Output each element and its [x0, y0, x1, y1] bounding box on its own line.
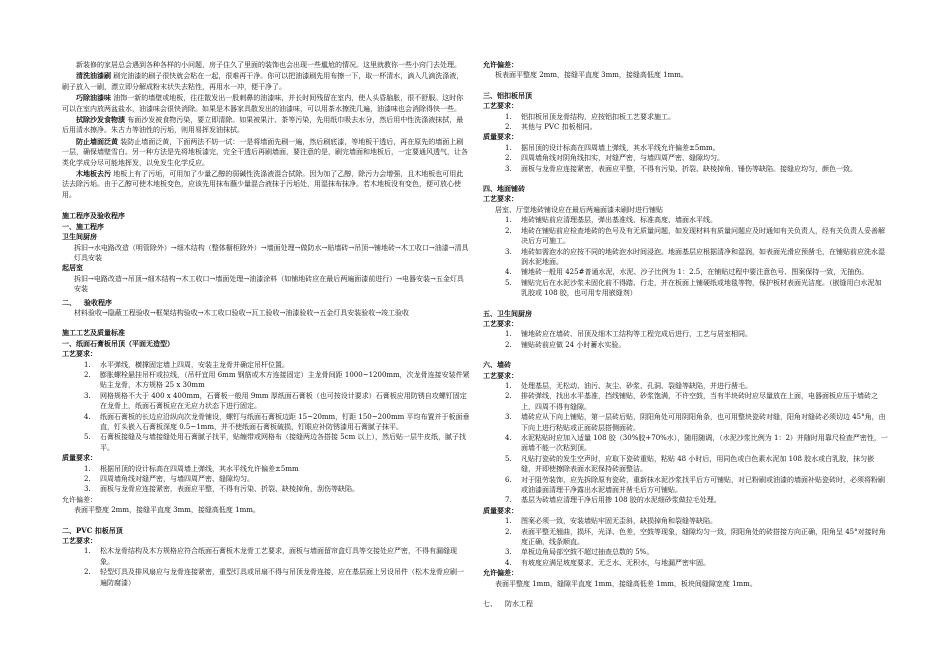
tip-text: 装防止墙面泛黄，下面两法不妨一试：一是将墙面先刷一遍，然后刷底漆，等地板干透后，再在原先的墙面上刷一层，确保墙壁雪白。另一种方法是先将地板漆完，完全干透后再刷墙面，要注意的是，刷完墙面和地板后，一定要通风透气，让各类化学成分尽可能地挥发，以免发生化学反应。 — [62, 137, 468, 167]
list-item: 1. 图案必须一致，安装墙贴牢固无歪斜，缺损掉角和裂缝等缺陷。 — [505, 517, 717, 526]
tip-floor-clean — [62, 169, 470, 200]
list-item: 4. 纸面石膏板的长边应沿纵向次龙骨铺设，螺钉与纸面石膏板边距 15~20mm，钉距 150~200mm 平均布置并于板面垂直，钉头嵌入石膏板深度 0.5~1mm，并不使纸面石膏板破损，钉眼应补防锈漆用石膏腻子抹平。 — [84, 412, 470, 431]
craft-label: 工艺要求： — [62, 536, 97, 546]
craft-list — [483, 329, 888, 350]
craft-label: 工艺要求： — [483, 194, 518, 204]
list-item: 1. 铺地砖应在墙砖、吊顶及细木工结构等工程完成后进行，工艺与居室相同。 — [505, 330, 752, 339]
list-item: 3. 面板与龙骨应连接紧密，表面应平整，不得有污染、折裂、缺棱掉角，刮伤等缺陷。 — [84, 485, 359, 494]
section-heading: 二、 验收程序 — [62, 297, 112, 307]
list-item: 3. 面板与龙骨应连接紧密，表面应平整，不得有污染、折裂、缺棱掉角，锤伤等缺陷。接缝应均匀，颜色一致。 — [505, 164, 857, 173]
craft-label: 工艺要求： — [483, 370, 518, 380]
tip-title: 木地板去污 — [76, 169, 111, 179]
quality-list — [483, 143, 888, 174]
list-item: 3. 地砖如需泡水的应按不同的地砖泡水时间浸泡。地面基层应根据清净和湿润，如表面光滑应预凿毛，在铺贴前应洗水湿润水泥地面。 — [505, 247, 885, 266]
hygiene-label: 卫生间厨房 — [62, 232, 97, 242]
acceptance-flow: 材料验收→隐蔽工程验收→框架结构验收→木工收口验收→瓦工验收→油漆验收→五金灯具安装验收→竣工验收 — [74, 308, 410, 317]
intro-paragraph: 新装修的家居总会遇到各种各样的小问题，房子住久了里面的装饰也会出现一些尴尬的情况。这里就教你一些小窍门去处理。 — [76, 61, 461, 69]
section-heading: 二、PVC 扣板吊顶 — [62, 525, 123, 535]
list-item: 5. 铺贴完后在水泥沙浆未固化前不得踏、行走，并在板面上铺硬纸或地毯等物，保护板材表面光洁度。（嵌缝用白水泥加乳胶或 108 胶，也可用专用嵌缝剂） — [505, 278, 882, 298]
list-item: 1. 松木龙骨结构及木方规格应符合纸面石膏板木龙骨工艺要求，面板与墙面留帘盒灯具等交接处应严密，不得有漏缝现象。 — [84, 547, 457, 566]
craft-list — [483, 215, 888, 298]
section-heading: 一、施工程序 — [62, 221, 104, 231]
craft-label: 工艺要求： — [483, 318, 518, 328]
craft-label: 工艺要求： — [483, 101, 518, 111]
tolerance-text: 表面平整度 1mm，缝隙平直度 1mm，接缝高低差 1mm，板块间缝隙宽度 1mm。 — [495, 579, 757, 588]
left-column — [62, 60, 470, 588]
list-item: 1. 处理基层，无松动、油污、灰尘、砂浆、孔洞、裂缝等缺陷，并进行凿毛。 — [505, 381, 752, 390]
tip-text: 油饰一新的墙壁或地板，往往散发出一股刺鼻的油漆味，并长时间残留在室内，使人头昏脑胀，很不舒服。这时你可以在室内放两盆盐水，油漆味会很快消除。如果是木器家具散发出的油漆味，可以用茶水擦洗几遍，油漆味也会消除得快一些。 — [62, 94, 464, 113]
section-heading: 四、地面铺砖 — [483, 184, 525, 194]
quality-list — [483, 516, 888, 568]
list-item: 1. 铝扣板吊顶龙骨结构，应按铝扣板工艺要求施工。 — [505, 112, 675, 121]
list-item: 2. 膨胀螺栓悬挂吊杆或拉线，（吊杆宜用 6mm 钢筋或木方连接固定）主龙骨间距 1000~1200mm，次龙骨连接安装件紧贴主龙骨，木方规格 25 x 30mm — [84, 370, 470, 390]
craft-list — [483, 381, 888, 506]
craft-list — [483, 112, 888, 133]
tip-text: 布面沙发被食物污染，要立即清除。如果被果汁、茶等污染，先用纸巾吸去水分，然后用中性洗涤液抹拭，最后用清水擦净。朱古力等油性的污垢，则用易挥发油抹拭。 — [62, 116, 464, 135]
list-item: 1. 水平弹线，横撑固定墙上四周，安装主龙骨并确定吊杆位置。 — [84, 360, 289, 369]
section-heading: 六、墙砖 — [483, 360, 511, 370]
tolerance-label: 允许偏差： — [483, 60, 518, 69]
list-item: 1. 据吊顶的设计标高在四周墙上弹线，其水平线允许偏差±5mm。 — [505, 143, 720, 152]
quality-list — [62, 464, 470, 495]
section-heading: 五、卫生间厨房 — [483, 308, 532, 318]
list-item: 2. 表面平整无翘曲，损坏，光泽、色差，空鼓等现象，缝隙均匀一致，阴阳角处的砖搭接方向正确，阳角呈 45°对接时角度正确，线条顺直。 — [505, 527, 886, 547]
quality-label: 质量要求： — [62, 453, 97, 463]
craft-label: 工艺要求： — [62, 349, 97, 359]
section-heading: 七、 防水工程 — [483, 600, 533, 609]
living-label: 起居室 — [62, 263, 83, 273]
tolerance-text: 板表面平整度 2mm，接缝平直度 3mm，接缝高低度 1mm。 — [495, 71, 688, 80]
tolerance-label: 允许偏差： — [62, 495, 97, 504]
right-column — [483, 60, 888, 610]
list-item: 4. 水泥粘贴时应加入适量 108 胶（30%胶+70%水），随用随调，（水泥沙浆比例为 1：2）并随时用靠尺检查严密性，一面墙不能一次粘到顶。 — [505, 434, 888, 453]
list-item: 4. 有坡度应满足坡度要求，无乏水、无积水，与地漏严密牢固。 — [505, 558, 710, 567]
list-item: 2. 四周墙角线对缝严密，与墙四周严密、缝隙均匀。 — [84, 475, 254, 484]
living-flow: 拆旧→电路改造→吊顶→细木结构→木工收口→墙面处理→油漆涂料（如铺地砖应在最后两遍面漆前进行）→电器安装→五金灯具安装 — [74, 274, 464, 294]
procedure-heading: 施工程序及验收程序 — [62, 211, 125, 221]
list-item: 2. 轻型灯具及排风扇应与龙骨连接紧密，重型灯具或吊扇不得与吊顶龙骨连接，应在基层面上另设吊件（松木龙骨应刷一遍防腐漆） — [84, 568, 464, 587]
list-item: 5. 石膏板接缝及与墙接缝处用石膏腻子找平，贴缠带或网格布（接缝两边各搭接 5cm 以上），然后贴一层牛皮纸，腻子找平。 — [84, 433, 466, 452]
craft-intro: 居室、厅堂地砖铺设应在最后两遍面漆未刷时进行铺贴 — [495, 205, 663, 214]
tip-title: 清洗油漆刷 — [76, 71, 111, 81]
tip-title: 防止墙面泛黄 — [76, 136, 118, 146]
tip-title: 巧除油漆味 — [76, 93, 111, 103]
list-item: 2. 排砖弹线，找出水平基准，挡线铺贴，砂浆饱满，不许空鼓，当有半块砖时应尽量放在上面，电器面板应压于墙砖之上，四周不得有缝隙。 — [505, 392, 878, 411]
tip-paint-smell — [62, 93, 470, 114]
standards-heading: 施工工艺及质量标准 — [62, 328, 125, 338]
list-item: 3. 墙砖应从下向上铺贴，第一层砖后贴，阴阳角处可用阴阳角条，也可用整块瓷砖对缝，阳角对缝砖必须切边 45°角，由下向上进行粘贴或正面砖层搭侧面砖。 — [505, 413, 886, 432]
list-item: 3. 单板边角局部空鼓不超过抽查总数的 5%。 — [505, 548, 654, 557]
tip-text: 刷完油漆的刷子很快就会粘在一起，很难再干净。你可以把油漆刷先用布擦一下，取一杯清水，滴入几滴洗涤液，刷子放入一刷，漂立即分解成粉末状失去粘性，再用水一冲，便干净了。 — [62, 72, 464, 91]
tolerance-label: 允许偏差： — [483, 568, 518, 578]
list-item: 4. 铺地砖一般用 425#普通水泥，水泥、沙子比例为 1：2.5，在铺贴过程中要注意色号、图案保持一致，无抽伤。 — [505, 268, 869, 277]
list-item: 2. 铺贴砖前应做 24 小时蓄水实验。 — [505, 340, 626, 349]
tip-clean-brush — [62, 71, 470, 92]
tip-sofa-stain — [62, 115, 470, 136]
list-item: 1. 根据吊顶的设计标高在四周墙上弹线，其水平线允许偏差±5mm — [84, 464, 299, 473]
quality-label: 质量要求： — [483, 505, 518, 515]
section-heading: 三、铝扣板吊顶 — [483, 90, 532, 100]
list-item: 6. 对于阻劳装饰，应先拆除原有瓷砖，重新抹水泥沙浆找平后方可铺贴，对已粉刷或油漆的墙面补贴瓷砖时，必须将粉刷或油漆面清理干净露出水泥墙面并凿毛后方可铺贴。 — [505, 475, 885, 495]
craft-list — [62, 546, 470, 588]
section-heading: 一、纸面石膏板吊顶（平面无造型） — [62, 338, 174, 348]
list-item: 2. 其他与 PVC 扣板相同。 — [505, 123, 597, 132]
list-item: 2. 地砖在铺贴前应检查地砖的色号及有无质量问题，如发现材料有质量问题应及时通知有关负责人，经有关负责人妥善解决后方可施工。 — [505, 226, 885, 246]
tip-wall-yellow — [62, 137, 470, 168]
hygiene-flow: 拆旧→水电路改造（明管除外）→细木结构（整体橱柜除外）→墙面处理→做防水→贴墙砖→吊顶→铺地砖→木工收口→油漆→清具灯具安装 — [74, 243, 469, 262]
list-item: 3. 网格规格不大于 400 x 400mm，石膏板一般用 9mm 厚纸面石膏板（也可按设计要求）石膏板应用防锈自攻螺钉固定在龙骨上，纸面石膏板应在无应力状态下进行固定。 — [84, 391, 467, 411]
tolerance-text: 表面平整度 2mm，接缝平直度 3mm，接缝高低度 1mm。 — [74, 506, 260, 515]
tip-title: 拭除沙发食物渍 — [76, 115, 125, 125]
list-item: 1. 地砖铺贴前应清理基层，弹出基准线、标准高度、墙面水平线。 — [505, 216, 717, 225]
list-item: 5. 凡贴打瓷砖的发生空声时，应取下瓷砖重贴，粘贴 48 小时后，用同色或白色素水泥加 108 胶水或白乳胶，抹匀嵌缝，并即使擦除表面水泥保持砖面整洁。 — [505, 454, 875, 474]
list-item: 2. 四周墙角线对阴角线扣实，对缝严密，与墙四周严密、缝隙均匀。 — [505, 154, 724, 163]
craft-list — [62, 360, 470, 454]
list-item: 7. 基层为砖墙应清理干净后用掺 108 胶的水泥细砂浆做拉毛处理。 — [505, 496, 721, 505]
tip-text: 地板上有了污垢，可用加了少量乙醇的弱碱性洗涤液混合拭除。因为加了乙醇，除污力会增强，且木地板也可用此法去除污垢。由于乙醇可使木地板变色，应该先用抹布蘸少量混合液抹于污垢处，用湿抹布抹净。若木地板没有变色，便可放心使用。 — [62, 170, 464, 199]
quality-label: 质量要求： — [483, 132, 518, 142]
